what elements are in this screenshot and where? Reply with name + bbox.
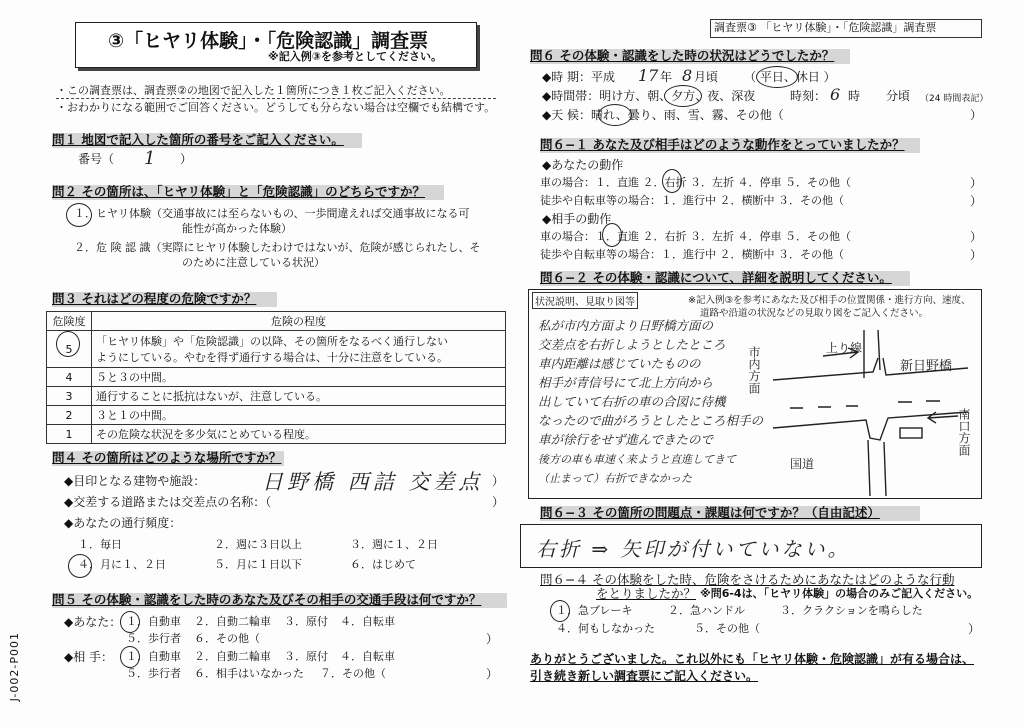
handwriting-lines — [538, 318, 764, 485]
detail-box-note-1: ※記入例③を参考にあなた及び相手の位置関係・進行方向、速度、 — [688, 295, 971, 306]
q5-partner-option: ６．相手はいなかった — [194, 667, 304, 680]
q5-you-option: ６．その他（ — [194, 632, 260, 645]
q6-1-partner-circle — [602, 223, 622, 247]
risk-text: 「ヒヤリ体験」や「危険認識」の以降、その箇所をなるべく通行しない — [96, 335, 448, 348]
q6-1-you-circle — [662, 169, 682, 193]
q5-you-option: ２．自動二輪車 — [194, 615, 271, 628]
q6-1-you-car: 車の場合：１．直進 ２．右折 ３．左折 ４．停車 ５．その他（ — [540, 176, 851, 189]
q4-frequency-label: ◆あなたの通行頻度： — [64, 516, 182, 530]
map-label-kokudo: 国道 — [790, 457, 815, 471]
q2-option-1b: 能性が高かった体験） — [182, 222, 292, 235]
map-label-hinobashi: 新日野橋 — [900, 359, 953, 374]
q4-title: 問４ その箇所はどのような場所ですか？ — [52, 450, 282, 465]
q5-partner-option: ３．原付 — [284, 650, 328, 663]
risk-text: 通行することに抵抗はないが、注意している。 — [92, 387, 506, 406]
q1-number-label: 番号（ — [78, 152, 115, 166]
q3-title: 問３ それはどの程度の危険ですか？ — [52, 291, 257, 306]
q4-landmark-answer: 日野橋 西詰 交差点 — [262, 470, 484, 494]
detail-sketch — [528, 290, 980, 496]
q5-you-option: ４．自転車 — [340, 615, 395, 628]
handwriting-line: 私が市内方面より日野橋方面の — [538, 318, 714, 333]
q6-3-title: 問６−３ その箇所の問題点・課題は何ですか？（自由記述） — [540, 505, 880, 520]
side-code: J-002-P001 — [8, 632, 21, 702]
intro-line-2: ・おわかりになる範囲でご回答ください。どうしても分らない場合は空欄でも結構です。 — [56, 101, 496, 114]
q6-3-answer: 右折 ⇒ 矢印が付いていない。 — [536, 537, 851, 561]
handwriting-line: 交差点を右折しようとしたところ — [538, 337, 726, 352]
q6-time-label: ◆時 期：平成 — [542, 70, 616, 84]
q6-1-you-head: ◆あなたの動作 — [542, 158, 624, 172]
q5-partner-option: ２．自動二輪車 — [194, 650, 271, 663]
q2-option-2b: のために注意している状況） — [182, 256, 325, 269]
q4-freq-option: ３．週に１、２日 — [350, 538, 438, 551]
q5-you-option: ３．原付 — [284, 615, 328, 628]
risk-level: 3 — [47, 387, 92, 406]
q6-period-label: ◆時間帯：明け方、朝、夕方、夜、深夜 — [542, 89, 756, 103]
q6-4-answer-circle — [550, 600, 570, 622]
handwriting-line: 車内距離は感じていたものの — [538, 356, 701, 371]
q6-1-partner-ped: 徒歩や自転車等の場合：１．進行中 ２．横断中 ３．その他（ — [540, 248, 844, 261]
q5-you-close: ） — [486, 632, 499, 646]
page-title: ③「ヒヤリ体験」・「危険認識」調査票 — [108, 30, 429, 52]
risk-table — [46, 311, 506, 444]
q1-title: 問１ 地図で記入した箇所の番号をご記入ください。 — [52, 132, 344, 147]
q4-freq-option: ４．月に１、２日 — [78, 558, 166, 571]
q5-title: 問５ その体験・認識をした時のあなた及びその相手の交通手段は何ですか？ — [52, 592, 482, 607]
header-tag: 調査票③ 「ヒヤリ体験」・「危険認識」調査票 — [714, 21, 937, 34]
q4-freq-option: ６．はじめて — [350, 558, 416, 571]
q5-you-option: ５．歩行者 — [126, 632, 181, 645]
q5-partner-option: ５．歩行者 — [126, 667, 181, 680]
road-sketch — [773, 330, 968, 496]
q6-1-you-ped: 徒歩や自転車等の場合：１．進行中 ２．横断中 ３．その他（ — [540, 194, 844, 207]
q6-4-option: １．急ブレーキ — [556, 604, 633, 617]
map-label-minami: 南口方面 — [957, 408, 971, 456]
risk-text: ようにしている。やむを得ず通行する場合は、十分に注意をしている。 — [96, 351, 448, 364]
q6-month: 8 — [682, 66, 693, 85]
q6-hour-unit: 時 — [848, 89, 861, 103]
q6-clock-label: 時刻： — [790, 89, 827, 103]
q5-you-option: １．自動車 — [126, 615, 181, 628]
q6-month-unit: 月頃 — [694, 70, 719, 84]
q6-1-partner-head: ◆相手の動作 — [542, 212, 612, 226]
q5-partner-option: ７．その他（ — [320, 667, 386, 680]
title-note: ※記入例③を参考としてください。 — [268, 50, 443, 63]
risk-text: ３と１の中間。 — [92, 406, 506, 425]
intro-line-1: ・この調査票は、調査票②の地図で記入した１箇所につき１枚ご記入ください。 — [56, 84, 451, 97]
risk-level: 2 — [47, 406, 92, 425]
q6-4-title-2: をとりましたか？ — [596, 586, 697, 601]
detail-box-note-2: 道路や沿道の状況などの見取り図をご記入ください。 — [700, 308, 929, 319]
q4-freq-option: ５．月に１日以下 — [214, 558, 302, 571]
q4-road-label: ◆交差する道路または交差点の名称：（ — [64, 495, 272, 509]
q1-number-answer: 1 — [144, 148, 156, 169]
risk-text: その危険な状況を多少気にとめている程度。 — [92, 425, 506, 444]
q6-day-circle — [756, 66, 798, 88]
risk-col-level: 危険度 — [47, 312, 92, 331]
detail-box-label: 状況説明、見取り図等 — [532, 292, 638, 309]
q5-partner-circle — [120, 646, 140, 668]
q4-answer-circle — [68, 554, 92, 578]
q6-minute-unit: 分頃 — [886, 89, 911, 103]
q6-year-unit: 年 — [660, 70, 673, 84]
q2-option-1: １．ヒヤリ体験（交通事故には至らないもの、一歩間違えれば交通事故になる可 — [74, 207, 470, 220]
q6-2-title: 問６−２ その体験・認識について、詳細を説明してください。 — [540, 270, 892, 285]
q6-day-options: （ 平日、休日 ） — [744, 70, 836, 84]
q5-partner-label: ◆相 手： — [64, 650, 114, 664]
q5-partner-option: １．自動車 — [126, 650, 181, 663]
q6-4-note: ※問6-4は、「ヒヤリ体験」の場合のみご記入ください。 — [700, 587, 979, 600]
q6-period-circle — [664, 85, 702, 107]
handwriting-line: 後方の車も車速く来ようと直進してきて — [538, 453, 736, 466]
q5-you-circle — [120, 611, 140, 633]
risk-col-desc: 危険の程度 — [92, 312, 506, 331]
q2-option-2: ２．危 険 認 識（実際にヒヤリ体験したわけではないが、危険が感じられたし、そ — [74, 241, 481, 254]
q4-freq-option: ２．週に３日以上 — [214, 538, 302, 551]
q1-number-close: ） — [180, 152, 193, 166]
q5-partner-option: ４．自転車 — [340, 650, 395, 663]
risk-text: ５と３の中間。 — [92, 368, 506, 387]
q6-4-option: ５．その他（ — [694, 622, 760, 635]
q4-freq-option: １．毎日 — [78, 538, 122, 551]
q5-you-label: ◆あなた： — [64, 615, 122, 629]
handwriting-line: （止まって）右折できなかった — [538, 472, 692, 485]
map-label-shinai: 市内方面 — [747, 346, 761, 394]
q6-4-close: ） — [968, 622, 981, 636]
closing-line-1: ありがとうございました。これ以外にも「ヒヤリ体験・危険認識」が有る場合は、 — [530, 652, 975, 666]
q6-year: 17 — [638, 66, 659, 85]
q6-weather-label: ◆天 候：晴れ、曇り、雨、雪、霧、その他（ — [542, 108, 784, 122]
handwriting-line: なったので曲がろうとしたところ相手の — [538, 413, 764, 428]
intro-divider — [56, 98, 496, 99]
q6-1-title: 問６−１ あなた及び相手はどのような動作をとっていましたか？ — [540, 137, 905, 152]
closing-line-2: 引き続き新しい調査票にご記入ください。 — [530, 669, 759, 683]
q6-weather-circle — [598, 104, 632, 126]
q5-partner-close: ） — [486, 667, 499, 681]
risk-level: 1 — [47, 425, 92, 444]
q6-4-title-1: 問６−４ その体験をした時、危険をさけるためにあなたはどのような行動 — [540, 572, 955, 587]
q4-road-close: ） — [492, 495, 505, 509]
q6-hour: 6 — [830, 85, 841, 104]
q6-1-partner-car: 車の場合：１．直進 ２．右折 ３．左折 ４．停車 ５．その他（ — [540, 230, 851, 243]
q6-title: 問６ その体験・認識をした時の状況はどうでしたか？ — [530, 48, 835, 63]
handwriting-line: 車が徐行をせず進んできたので — [538, 432, 714, 447]
map-label-up: 上り線 — [826, 341, 863, 355]
q2-title: 問２ その箇所は、「ヒヤリ体験」と「危険認識」のどちらですか？ — [52, 184, 425, 199]
risk-level: 5 — [47, 331, 92, 368]
q4-landmark-label: ◆目印となる建物や施設： — [64, 474, 206, 488]
q6-4-option: ４．何もしなかった — [556, 622, 655, 635]
handwriting-line: 出していて右折の車の合図に待機 — [538, 394, 726, 409]
survey-sheet: ③「ヒヤリ体験」・「危険認識」調査票 ※記入例③を参考としてください。 調査票③ 「ヒヤリ体験」・「危険認識」調査票 J-002-P001 ・この調査票は、調査票②の地図で記入した１箇所につき１枚ご記入ください。 ・おわかりになる範囲でご回答ください。どうしても分らない場合は空欄でも結構です。 問１ 地図で記入した箇所の番号をご記入ください。 番号（ 1 ） 問２ その箇所は、「ヒヤリ体験」と「危険認識」のどちらですか？ １．ヒヤリ体験（交通事故には至らないもの、一歩間違えれば交通事故になる可 能性が高かった体験） ２．危 険 認 識（実際にヒヤリ体験したわけではないが、危険が感じられたし、そ のために注意している状況） 問３ それはどの程度の危険ですか？ 危険度 危険の程度 5 「ヒヤリ体験」や「危険認識」の以降、その箇所をなるべく通行しない ようにしている。やむを得ず通行する場合は、十分に注意をしている。 4 ５と３の中間。 3 通行することに抵抗はないが、注意している。 2 ３と１の中間。 1 その危険な状況を多少気にとめている程度。 問４ その箇所はどのような場所ですか？ ◆目印となる建物や施設： 日野橋 西詰 交差点 ） ◆交差する道路または交差点の名称：（ ） ◆あなたの通行頻度： １．毎日 ２．週に３日以上 ３．週に１、２日 ４．月に１、２日 ５．月に１日以下 ６．はじめて 問５ その体験・認識をした時のあなた及びその相手の交通手段は何ですか？ ◆あなた： １．自動車 ２．自動二輪車 ３．原付 ４．自転車 ５．歩行者 ６．その他（ ） ◆相 手： １．自動車 ２．自動二輪車 ３．原付 ４．自転車 ５．歩行者 ６．相手はいなかった ７．その他（ ） 問６ その体験・認識をした時の状況はどうでしたか？ ◆時 期：平成 17 年 8 月頃 （ 平日、休日 ） ◆時間帯：明け方、朝、夕方、夜、深夜 時刻： 6 時 分頃 （24 時間表記） ◆天 候：晴れ、曇り、雨、雪、霧、その他（ ） 問６−１ あなた及び相手はどのような動作をとっていましたか？ ◆あなたの動作 車の場合：１．直進 ２．右折 ３．左折 ４．停車 ５．その他（ ） 徒歩や自転車等の場合：１．進行中 ２．横断中 ３．その他（ ） ◆相手の動作 車の場合：１．直進 ２．右折 ３．左折 ４．停車 ５．その他（ ） 徒歩や自転車等の場合：１．進行中 ２．横断中 ３．その他（ ） 問６−２ その体験・認識について、詳細を説明してください。 状況説明、見取り図等 ※記入例③を参考にあなた及び相手の位置関係・進行方向、速度、 道路や沿道の状況などの見取り図をご記入ください。 私が市内方面より日野橋方面の 交差点を右折しようとしたところ 車内距離は感じていたものの 相手が青信号にて北上方向から 出していて右折の車の合図に待機 なったので曲がろうとしたところ相手の 車が徐行をせず進んできたので 後方の車も車速く来ようと直進してきて （止まって）右折できなかった 上り線 市内方面 新日野橋 南口方面 国道 問６−３ その箇所の問題点・課題は何ですか？（自由記述） 右折 ⇒ 矢印が付いていない。 問６−４ その体験をした時、危険をさけるためにあなたはどのような行動 をとりましたか？ ※問6-4は、「ヒヤリ体験」の場合のみご記入ください。 １．急ブレーキ ２．急ハンドル ３．クラクションを鳴らした ４．何もしなかった ５．その他（ ） ありがとうございました。これ以外にも「ヒヤリ体験・危険認識」が有る場合は、 引き続き新しい調査票にご記入ください。 — [0, 0, 1024, 727]
q6-4-option: ３．クラクションを鳴らした — [780, 604, 923, 617]
q6-clock-note: （24 時間表記） — [920, 94, 989, 104]
q6-4-option: ２．急ハンドル — [668, 604, 745, 617]
risk-level: 4 — [47, 368, 92, 387]
q3-answer-circle — [56, 331, 80, 357]
q6-weather-close: ） — [970, 108, 983, 122]
handwriting-line: 相手が青信号にて北上方向から — [538, 375, 714, 390]
